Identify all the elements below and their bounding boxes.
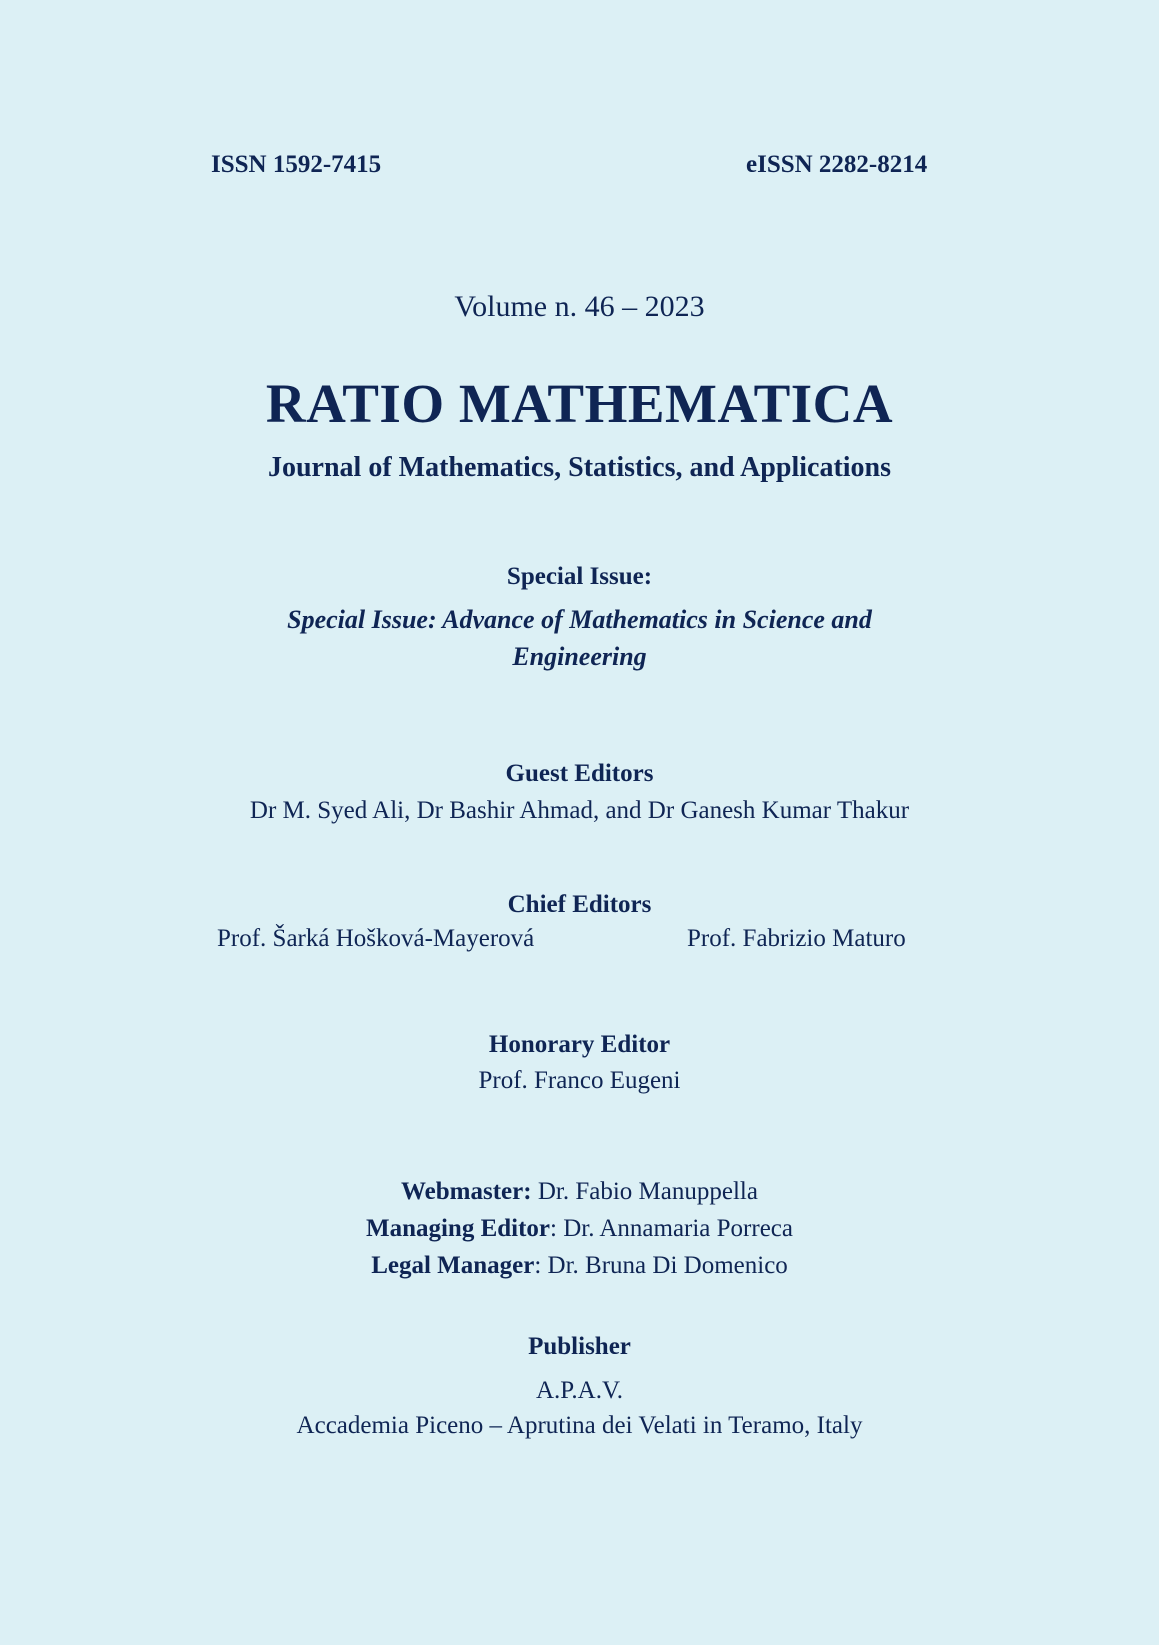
publisher-heading: Publisher — [528, 1333, 631, 1360]
honorary-editor-heading: Honorary Editor — [488, 1031, 671, 1058]
special-issue-heading: Special Issue: — [506, 563, 653, 590]
managing-editor-name: : Dr. Annamaria Porreca — [550, 1215, 793, 1242]
webmaster-label: Webmaster: — [401, 1178, 532, 1205]
publisher-name: Accademia Piceno – Aprutina dei Velati in Teramo, Italy — [296, 1412, 863, 1439]
chief-editor-name: Prof. Fabrizio Maturo — [687, 925, 906, 952]
journal-subtitle: Journal of Mathematics, Statistics, and Applications — [267, 452, 892, 483]
managing-editor-label: Managing Editor — [365, 1215, 551, 1242]
publisher-abbreviation: A.P.A.V. — [535, 1377, 624, 1404]
issn: ISSN 1592-7415 — [211, 151, 382, 178]
eissn: eISSN 2282-8214 — [746, 151, 928, 178]
special-issue-title-line2: Engineering — [512, 642, 647, 671]
volume-info: Volume n. 46 – 2023 — [454, 290, 705, 323]
honorary-editor-name: Prof. Franco Eugeni — [478, 1067, 681, 1094]
chief-editors-heading: Chief Editors — [507, 891, 652, 918]
legal-manager-name: : Dr. Bruna Di Domenico — [534, 1252, 788, 1279]
legal-manager-line — [0, 1252, 1159, 1280]
guest-editors-names: Dr M. Syed Ali, Dr Bashir Ahmad, and Dr Ganesh Kumar Thakur — [249, 797, 910, 824]
guest-editors-heading: Guest Editors — [505, 760, 654, 787]
webmaster-name: Dr. Fabio Manuppella — [531, 1178, 758, 1205]
managing-editor-line — [0, 1215, 1159, 1243]
journal-title: RATIO MATHEMATICA — [265, 373, 894, 434]
legal-manager-label: Legal Manager — [371, 1252, 535, 1279]
special-issue-title-line1: Special Issue: Advance of Mathematics in Science and — [287, 605, 872, 634]
chief-editor-name: Prof. Šarká Hošková-Mayerová — [217, 925, 535, 952]
webmaster-line — [0, 1178, 1159, 1206]
